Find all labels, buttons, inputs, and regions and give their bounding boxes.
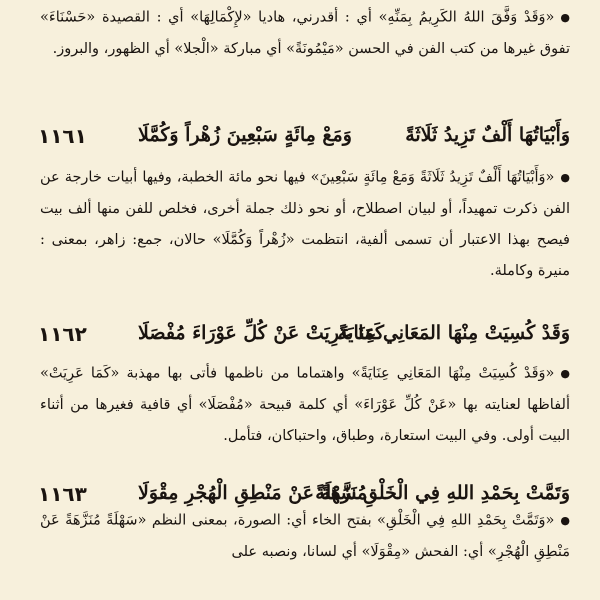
- bullet-icon: ●: [560, 367, 570, 380]
- verse-number: ١١٦٢: [38, 322, 87, 346]
- bullet-icon: ●: [560, 514, 570, 527]
- verse-hemistich-right: وَتَمَّتْ بِحَمْدِ اللهِ فِي الْخَلْقِ سَهْلَةً: [315, 482, 570, 504]
- commentary-paragraph-4: [40, 505, 570, 568]
- bullet-icon: ●: [560, 171, 570, 184]
- commentary-text: «وَقَدْ وَفَّقَ اللهُ الكَرِيمُ بِمَنِّهِ» أي : أقدرني، هاديا «لإِكْمَالِهَا» أي : القصيدة «حَسْنَاءَ» تفوق غيرها من كتب الفن في الحسن «مَيْمُونَةً» أي مباركة «الْجلا» أي الظهور، والبروز.: [40, 9, 570, 57]
- commentary-paragraph-2: [40, 162, 570, 287]
- bullet-icon: ●: [560, 11, 570, 24]
- commentary-text: «وَتَمَّتْ بِحَمْدِ اللهِ فِي الْخَلْقِ» بفتح الخاء أي: الصورة، بمعنى النظم «سَهْلَةً مُنَزَّهَةً عَنْ مَنْطِقِ الْهُجْرِ» أي: الفحش «مِقْوَلَا» أي لسانا، ونصبه على: [40, 512, 570, 560]
- verse-hemistich-right: وَقَدْ كُسِيَتْ مِنْهَا المَعَانِي عِنَايَةً: [338, 322, 570, 344]
- verse-number: ١١٦٣: [38, 482, 87, 506]
- verse-hemistich-right: وَأَبْيَاتُهَا أَلْفٌ تَزِيدُ ثَلَاثَةً: [405, 124, 570, 146]
- verse-hemistich-left: كَمَا عَرِيَتْ عَنْ كُلِّ عَوْرَاءَ مُفْصَلَا: [138, 322, 385, 344]
- commentary-text: «وَأَبْيَاتُهَا أَلْفٌ تَزِيدُ ثَلَاثَةً وَمَعْ مِائَةٍ سَبْعِينَ» فيها نحو مائة الخطبة، وفيها أبيات خارجة عن الفن ذكرت تمهيداً، أو لبيان اصطلاح، أو نحو ذلك جملة أخرى، فخلص للفن منها ألف بيت فيصح بهذا الاعتبار أن تسمى ألفية، انتظمت «زُهْراً وَكُمَّلَا» حالان، جمع: زاهر، بمعنى : منيرة وكاملة.: [40, 169, 570, 279]
- commentary-text: «وَقَدْ كُسِيَتْ مِنْهَا المَعَانِي عِنَايَةً» واهتماما من ناظمها فأتى بها مهذبة «كَمَا عَرِيَتْ» ألفاظها لعنايته بها «عَنْ كُلِّ عَوْرَاءَ» أي كلمة قبيحة «مُفْصَلَا» أي قافية فغيرها من أثناء البيت أولى. وفي البيت استعارة، وطباق، واحتباكان، فتأمل.: [40, 365, 570, 444]
- verse-1162: [38, 318, 570, 358]
- verse-hemistich-left: مُنَزَّهَةً عَنْ مَنْطِقِ الْهُجْرِ مِقْوَلَا: [138, 482, 368, 504]
- commentary-paragraph-3: [40, 358, 570, 452]
- verse-hemistich-left: وَمَعْ مِائَةٍ سَبْعِينَ زُهْراً وَكُمَّلَا: [138, 124, 352, 146]
- verse-1161: [38, 120, 570, 160]
- commentary-paragraph-1: [40, 2, 570, 65]
- verse-number: ١١٦١: [38, 124, 87, 148]
